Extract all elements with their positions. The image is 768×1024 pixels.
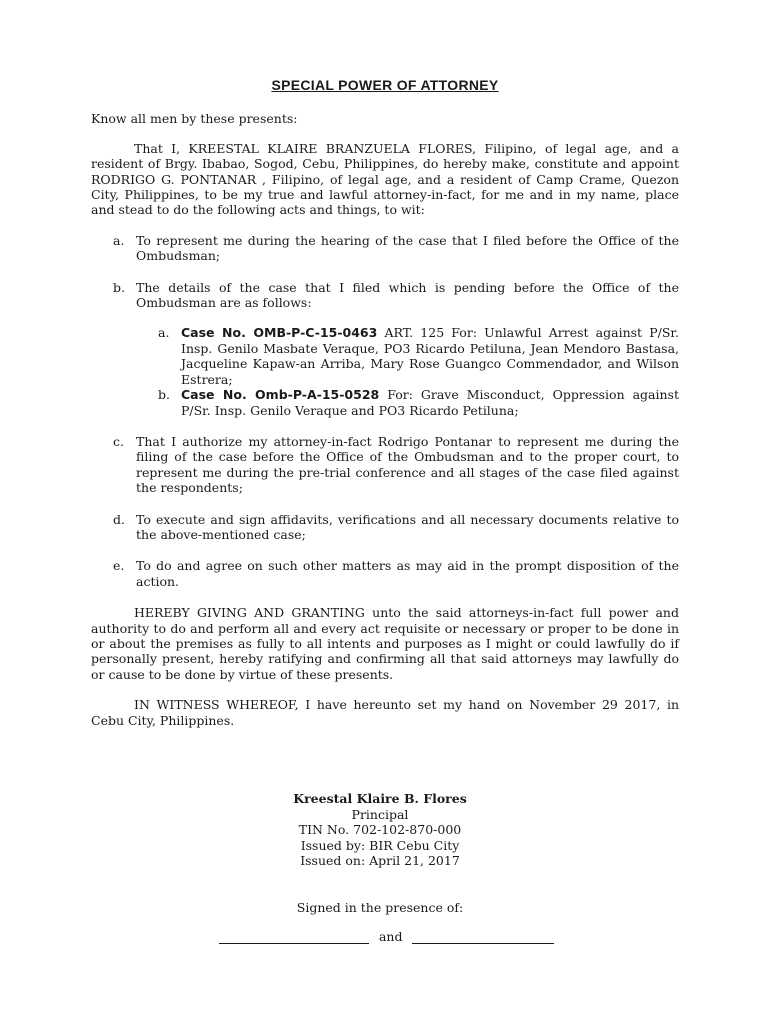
witness-2-signature-line bbox=[412, 929, 554, 944]
witness-1-signature-line bbox=[219, 929, 369, 944]
conjunction-and: and bbox=[378, 929, 403, 944]
case-list bbox=[136, 325, 679, 417]
item-marker: c. bbox=[113, 433, 124, 449]
issued-on: Issued on: April 21, 2017 bbox=[300, 853, 460, 869]
authority-item-a bbox=[91, 233, 679, 264]
witness-signature-lines bbox=[219, 929, 559, 949]
witness-paragraph: IN WITNESS WHEREOF, I have hereunto set my hand on November 29 2017, in Cebu City, Philippines. bbox=[91, 697, 679, 728]
granting-paragraph: HEREBY GIVING AND GRANTING unto the said attorneys-in-fact full power and authority to do and perform all and every act requisite or necessary or proper to be done in or about the premises as fully to all intents and purposes as I might or could lawfully do if personally present, hereby ratifying and confirming all that said attorneys may lawfully do or cause to be done by virtue of these presents. bbox=[91, 605, 679, 682]
authority-item-d bbox=[91, 512, 679, 543]
document-title: SPECIAL POWER OF ATTORNEY bbox=[271, 77, 499, 93]
case-number: Case No. OMB-P-C-15-0463 bbox=[181, 325, 378, 341]
case-marker: a. bbox=[158, 325, 170, 341]
signature-block bbox=[220, 791, 540, 869]
item-marker: e. bbox=[113, 558, 125, 574]
greeting-line: Know all men by these presents: bbox=[91, 111, 298, 127]
item-text: To do and agree on such other matters as may aid in the prompt disposition of the action. bbox=[136, 558, 679, 589]
case-number: Case No. Omb-P-A-15-0528 bbox=[181, 387, 380, 403]
case-item-b bbox=[136, 387, 679, 418]
intro-paragraph: That I, KREESTAL KLAIRE BRANZUELA FLORES, Filipino, of legal age, and a resident of Brgy. Ibabao, Sogod, Cebu, Philippines, do hereby make, constitute and appoint RODRIGO G. PONTANAR , Filipino, of legal age, and a resident of Camp Crame, Quezon City, Philippines, to be my true and lawful attorney-in-fact, for me and in my name, place and stead to do the following acts and things, to wit: bbox=[91, 140, 679, 218]
issued-by: Issued by: BIR Cebu City bbox=[300, 837, 460, 853]
item-text: That I authorize my attorney-in-fact Rodrigo Pontanar to represent me during the filing of the case before the Office of the Ombudsman and to the proper court, to represent me during the pre-trial conference and all stages of the case filed against the respondents; bbox=[136, 433, 679, 496]
case-item-a bbox=[136, 325, 679, 387]
presence-label: Signed in the presence of: bbox=[296, 900, 464, 915]
case-details: For: Grave Misconduct, Oppression against P/Sr. Insp. Genilo Veraque and PO3 Ricardo Petiluna; bbox=[181, 387, 679, 418]
authority-item-b bbox=[91, 280, 679, 418]
principal-role: Principal bbox=[351, 806, 409, 822]
item-text: To represent me during the hearing of the case that I filed before the Office of the Ombudsman; bbox=[136, 232, 679, 264]
tin-number: TIN No. 702-102-870-000 bbox=[298, 822, 462, 838]
authority-item-c bbox=[91, 434, 679, 496]
item-text: To execute and sign affidavits, verifications and all necessary documents relative to the above-mentioned case; bbox=[136, 511, 679, 542]
document-page bbox=[91, 78, 679, 743]
item-marker: d. bbox=[113, 511, 125, 527]
authority-item-e bbox=[91, 558, 679, 589]
item-marker: b. bbox=[113, 279, 125, 295]
principal-name: Kreestal Klaire B. Flores bbox=[293, 791, 467, 806]
case-marker: b. bbox=[158, 387, 170, 403]
case-details: ART. 125 For: Unlawful Arrest against P/Sr. Insp. Genilo Masbate Veraque, PO3 Ricardo Petiluna, Jean Mendoro Bastasa, Jacqueline Kapaw-an Arriba, Mary Rose Guangco Commendador, and Wilson Estrera; bbox=[181, 325, 679, 387]
item-marker: a. bbox=[113, 232, 125, 248]
item-text: The details of the case that I filed which is pending before the Office of the Ombudsman are as follows: bbox=[136, 279, 679, 311]
